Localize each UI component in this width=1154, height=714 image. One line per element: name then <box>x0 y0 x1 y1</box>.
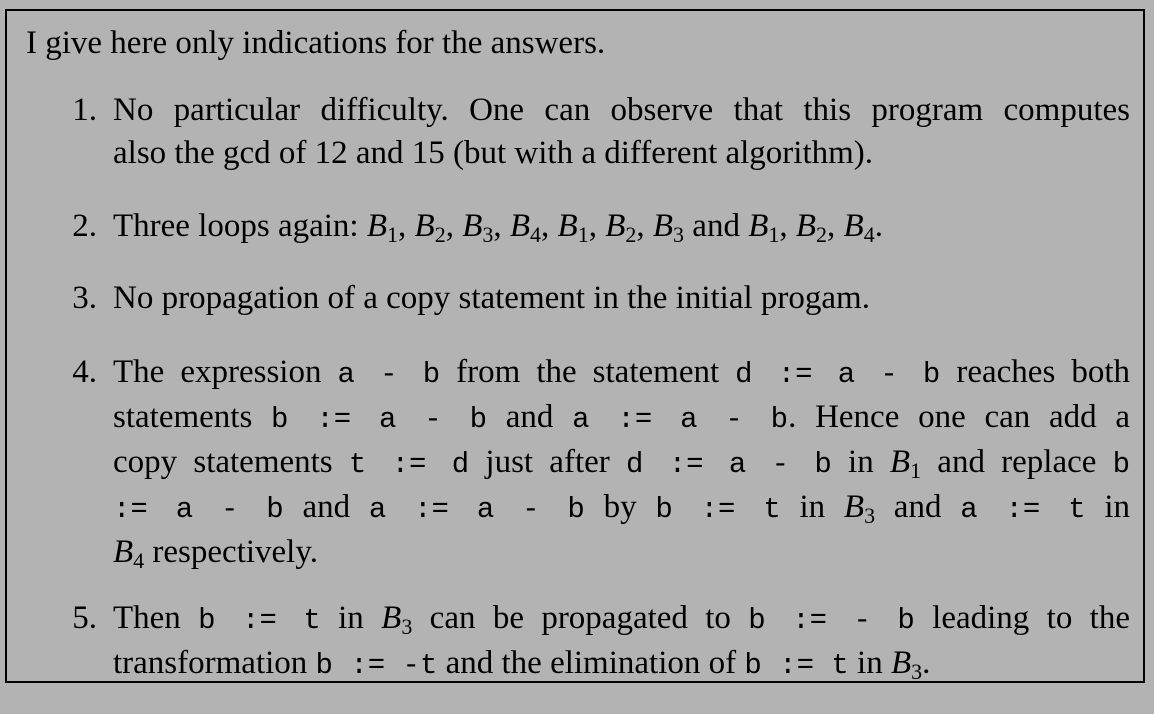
item-line: also the gcd of 12 and 15 (but with a different algorithm). <box>113 135 874 171</box>
text-run: copy statements <box>113 444 349 480</box>
block-symbol: $B_3$ <box>462 208 494 247</box>
item-number: 1. <box>72 92 97 128</box>
code-snippet: a := t <box>960 493 1086 526</box>
block-symbol: $B_2$ <box>605 208 637 247</box>
text-run: by <box>584 489 656 525</box>
code-snippet: b := t <box>655 493 781 526</box>
code-snippet: := a - b <box>113 493 284 526</box>
math-symbol: $B_3$ <box>843 489 876 528</box>
text-run: and <box>487 399 573 435</box>
code-snippet: b := - b <box>748 604 915 637</box>
math-symbol: $B_1$ <box>889 444 922 483</box>
item-number: 4. <box>72 354 97 390</box>
text-run: respectively. <box>144 534 318 570</box>
text-run: in <box>1085 489 1131 525</box>
text-run: in <box>780 489 844 525</box>
item-line <box>113 597 1130 642</box>
math-symbol: $B_3$ <box>381 600 413 639</box>
code-snippet: a := a - b <box>368 493 585 526</box>
text-run: . Hence one can add a <box>788 399 1131 435</box>
text-run: Then <box>113 600 199 636</box>
item-text <box>113 277 1130 320</box>
text-run: transformation <box>113 645 316 681</box>
intro-text: I give here only indications for the answers. <box>26 25 606 61</box>
item-line <box>113 531 1130 574</box>
code-snippet: d := a - b <box>735 358 941 391</box>
text-run: reaches both <box>940 354 1131 390</box>
text-run: can be propagated to <box>412 600 749 636</box>
item-line <box>113 441 1130 486</box>
text-run: in <box>848 645 891 681</box>
item-text <box>113 351 1130 574</box>
text-run: in <box>320 600 382 636</box>
code-snippet: b := a - b <box>271 403 487 436</box>
item-text <box>113 89 1130 175</box>
text-run: Three loops again: <box>113 208 367 244</box>
item-text <box>113 597 1130 687</box>
block-symbol: $B_2$ <box>795 208 828 247</box>
item-number: 5. <box>72 600 97 636</box>
block-symbol: $B_1$ <box>366 208 399 247</box>
answer-box <box>5 9 1145 683</box>
text-run: The expression <box>113 354 338 390</box>
item-line: No particular difficulty. One can observe that this program computes <box>113 92 1130 128</box>
item-number: 3. <box>72 280 97 316</box>
block-symbol: $B_4$ <box>843 208 875 247</box>
code-snippet: d := a - b <box>625 448 832 481</box>
text-run: and <box>684 208 749 244</box>
code-snippet: a - b <box>337 358 441 391</box>
code-snippet: b := t <box>198 604 321 637</box>
text-run: and <box>283 489 369 525</box>
code-snippet: b := t <box>744 649 849 682</box>
text-run: leading to the <box>914 600 1130 636</box>
loop-sequence-1: $B_1$, $B_2$, $B_3$, $B_4$, $B_1$, $B_2$, $B_3$ <box>366 208 685 247</box>
text-run: from the statement <box>440 354 736 390</box>
block-symbol: $B_3$ <box>652 208 685 247</box>
loop-sequence-2: $B_1$, $B_2$, $B_4$ <box>748 208 875 247</box>
block-symbol: $B_4$ <box>509 208 542 247</box>
text-run: and the elimination of <box>437 645 745 681</box>
code-snippet: a := a - b <box>572 403 789 436</box>
item-line: No propagation of a copy statement in the initial progam. <box>113 280 870 316</box>
item-line <box>113 396 1130 441</box>
code-snippet: b <box>1112 448 1131 481</box>
text-run: and replace <box>921 444 1113 480</box>
item-line <box>113 642 1130 687</box>
math-symbol: $B_4$ <box>113 534 145 573</box>
item-line <box>113 351 1130 396</box>
text-run: statements <box>113 399 272 435</box>
item-line <box>113 486 1130 531</box>
block-symbol: $B_1$ <box>557 208 589 247</box>
block-symbol: $B_1$ <box>748 208 780 247</box>
code-snippet: b := -t <box>315 649 438 682</box>
text-run: and <box>875 489 961 525</box>
item-number: 2. <box>72 208 97 244</box>
block-symbol: $B_2$ <box>414 208 446 247</box>
item-line <box>113 205 1130 248</box>
item-text <box>113 205 1130 248</box>
text-run: in <box>831 444 890 480</box>
text-run: just after <box>469 444 626 480</box>
math-symbol: $B_3$ <box>890 645 923 684</box>
text-run: . <box>874 208 883 244</box>
text-run: . <box>922 645 931 681</box>
code-snippet: t := d <box>348 448 470 481</box>
